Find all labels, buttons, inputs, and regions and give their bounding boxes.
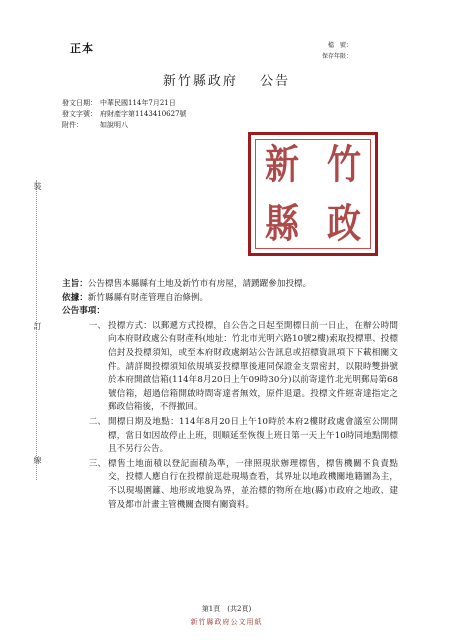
- items-label: 公告事項：: [62, 306, 105, 317]
- seal-char: 縣: [265, 199, 299, 247]
- basis-paragraph: [62, 292, 398, 306]
- official-seal-stamp: [248, 132, 378, 256]
- subject-label: 主旨：: [62, 279, 88, 289]
- list-item: [62, 416, 398, 457]
- issue-date-label: 發文日期：: [62, 99, 97, 107]
- page-indicator: 第1頁 (共2頁): [201, 605, 252, 613]
- item-number: 一、: [88, 320, 106, 331]
- agency-name: 新竹縣政府: [162, 74, 238, 89]
- document-number-label: 發文字號：: [62, 110, 97, 118]
- attachment-row: [62, 120, 187, 131]
- retention-row: [318, 51, 358, 62]
- attachment-value: 如說明八: [100, 121, 128, 129]
- item-text: 標售土地面積以登記面積為準，一律照現狀辦理標售，標售機關不負責點交，投標人應自行在投標前逕赴現場查看，其界址以地政機關地籍圖為主，不以現場圍籬、地形或地貌為界，並治標的物所在地(縣)市政府之地政、建管及都市計畫主管機關查閱有關資料。: [108, 458, 398, 510]
- list-item: [62, 458, 398, 512]
- binding-mark-ding: 訂: [33, 322, 42, 330]
- retention-label: 保存年限：: [321, 53, 352, 60]
- document-meta: [62, 98, 187, 131]
- list-item: [62, 320, 398, 415]
- document-number-row: [62, 109, 187, 120]
- item-text: 投標方式：以郵遞方式投標，自公告之日起至開標日前一日止，在辦公時間向本府財政處公有財產科(地址：竹北市光明六路10號2樓)索取投標單、投標信封及投標須知，或至本府財政處網站公告訊息或招標資訊項下下載相關文件。請詳閱投標須知依規填妥投標單後連同保證金支票密封，以限時雙掛號於本府開啟信箱(114年8月20日上午09時30分)以前寄達竹北光明郵局第68號信箱，超過信箱開啟時間寄達者無效，原件退還。投標文件經寄達指定之郵政信箱後，不得撤回。: [108, 320, 398, 413]
- basis-text: 新竹縣縣有財產管理自治條例。: [87, 292, 209, 303]
- archive-number-row: [318, 40, 358, 51]
- basis-label: 依據：: [62, 292, 88, 303]
- issue-date-row: [62, 98, 187, 109]
- paper-label: 新竹縣政府公文用紙: [190, 618, 263, 626]
- document-body: [62, 278, 398, 512]
- binding-line: [36, 180, 37, 480]
- item-number: 三、: [88, 458, 106, 469]
- item-number: 二、: [88, 416, 106, 427]
- seal-char: 政: [327, 199, 361, 247]
- document-title: [0, 70, 453, 89]
- seal-char: 竹: [327, 140, 361, 188]
- issue-date-value: 中華民國114年7月21日: [100, 99, 176, 107]
- copy-mark: 正本: [70, 42, 94, 55]
- subject-paragraph: [62, 278, 398, 292]
- binding-mark-zhuang: 裝: [33, 182, 42, 190]
- document-number-value: 府財產字第1143410627號: [100, 110, 187, 118]
- attachment-label: 附件：: [62, 121, 83, 129]
- items-heading: [62, 305, 398, 319]
- archive-info: [318, 40, 358, 62]
- item-text: 開標日期及地點：114年8月20日上午10時於本府2樓財政處會議室公開開標，當日如因故停止上班，則順延至恢復上班日第一天上午10時同地點開標且不另行公告。: [108, 416, 398, 455]
- document-type: 公告: [260, 74, 291, 89]
- archive-number-label: 檔 號：: [327, 42, 352, 49]
- seal-char: 新: [265, 140, 299, 188]
- binding-mark-xian: 線: [33, 456, 42, 464]
- subject-text: 公告標售本縣縣有土地及新竹市有房屋，請踴躍參加投標。: [87, 279, 312, 289]
